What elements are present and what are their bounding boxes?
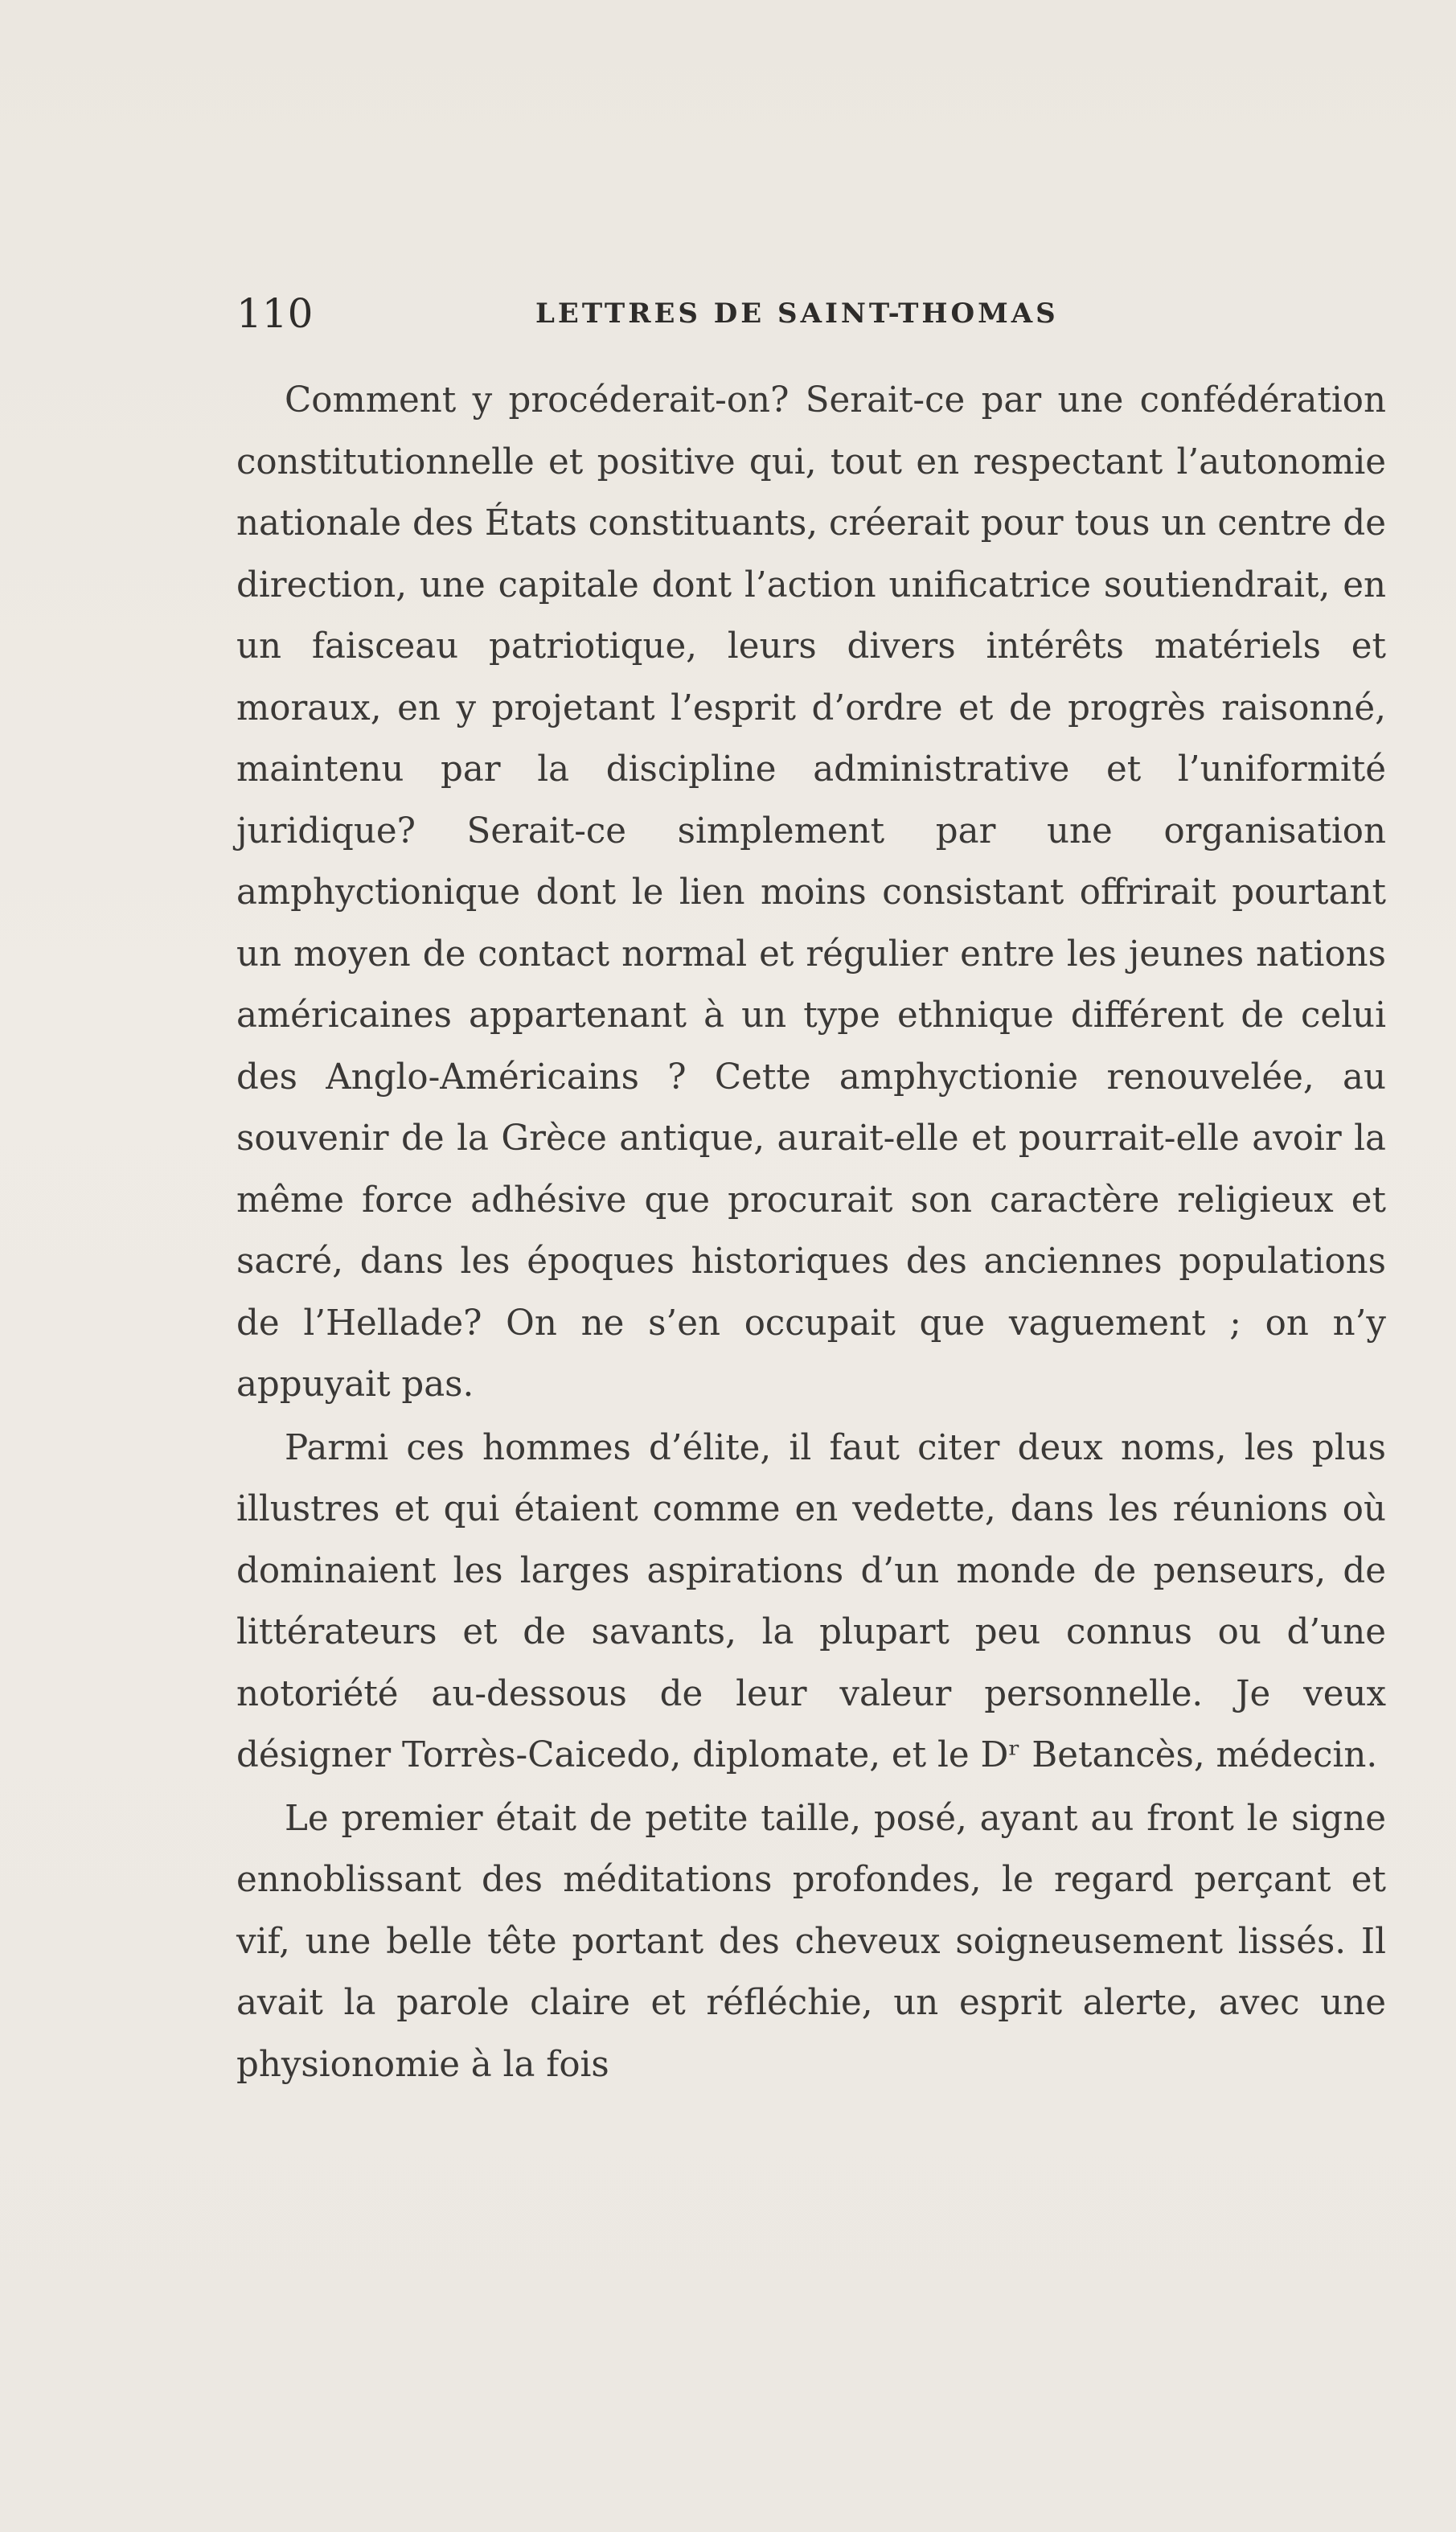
- running-head: [236, 285, 1386, 342]
- paragraph-3: Le premier était de petite taille, posé, ayant au front le signe ennoblissant des méditations profondes, le regard perçant et vif, une belle tête portant des cheveux soigneusement lissés. Il avait la parole claire et réfléchie, un esprit alerte, avec une physionomie à la fois: [236, 1798, 1386, 2085]
- paragraph-1: Comment y procéderait-on? Serait-ce par une confédération constitutionnelle et positive qui, tout en respectant l’autonomie nationale des États constituants, créerait pour tous un centre de direction, une capitale dont l’action unificatrice soutiendrait, en un faisceau patriotique, leurs divers intérêts matériels et moraux, en y projetant l’esprit d’ordre et de progrès raisonné, maintenu par la discipline administrative et l’uniformité juridique? Serait-ce simplement par une organisation amphyctionique dont le lien moins consistant offrirait pourtant un moyen de contact normal et régulier entre les jeunes nations américaines appartenant à un type ethnique différent de celui des Anglo-Américains ? Cette amphyctionie renouvelée, au souvenir de la Grèce antique, aurait-elle et pourrait-elle avoir la même force adhésive que procurait son caractère religieux et sacré, dans les époques historiques des anciennes populations de l’Hellade? On ne s’en occupait que vaguement ; on n’y appuyait pas.: [236, 380, 1386, 1405]
- body-text: [236, 370, 1386, 2095]
- running-title: LETTRES DE SAINT-THOMAS: [535, 298, 1059, 330]
- paragraph-2: Parmi ces hommes d’élite, il faut citer deux noms, les plus illustres et qui étaient comme en vedette, dans les réunions où dominaient les larges aspirations d’un monde de penseurs, de littérateurs et de savants, la plupart peu connus ou d’une notoriété au-dessous de leur valeur personnelle. Je veux désigner Torrès-Caicedo, diplomate, et le Dʳ Betancès, médecin.: [236, 1427, 1386, 1775]
- page-number: 110: [236, 290, 314, 337]
